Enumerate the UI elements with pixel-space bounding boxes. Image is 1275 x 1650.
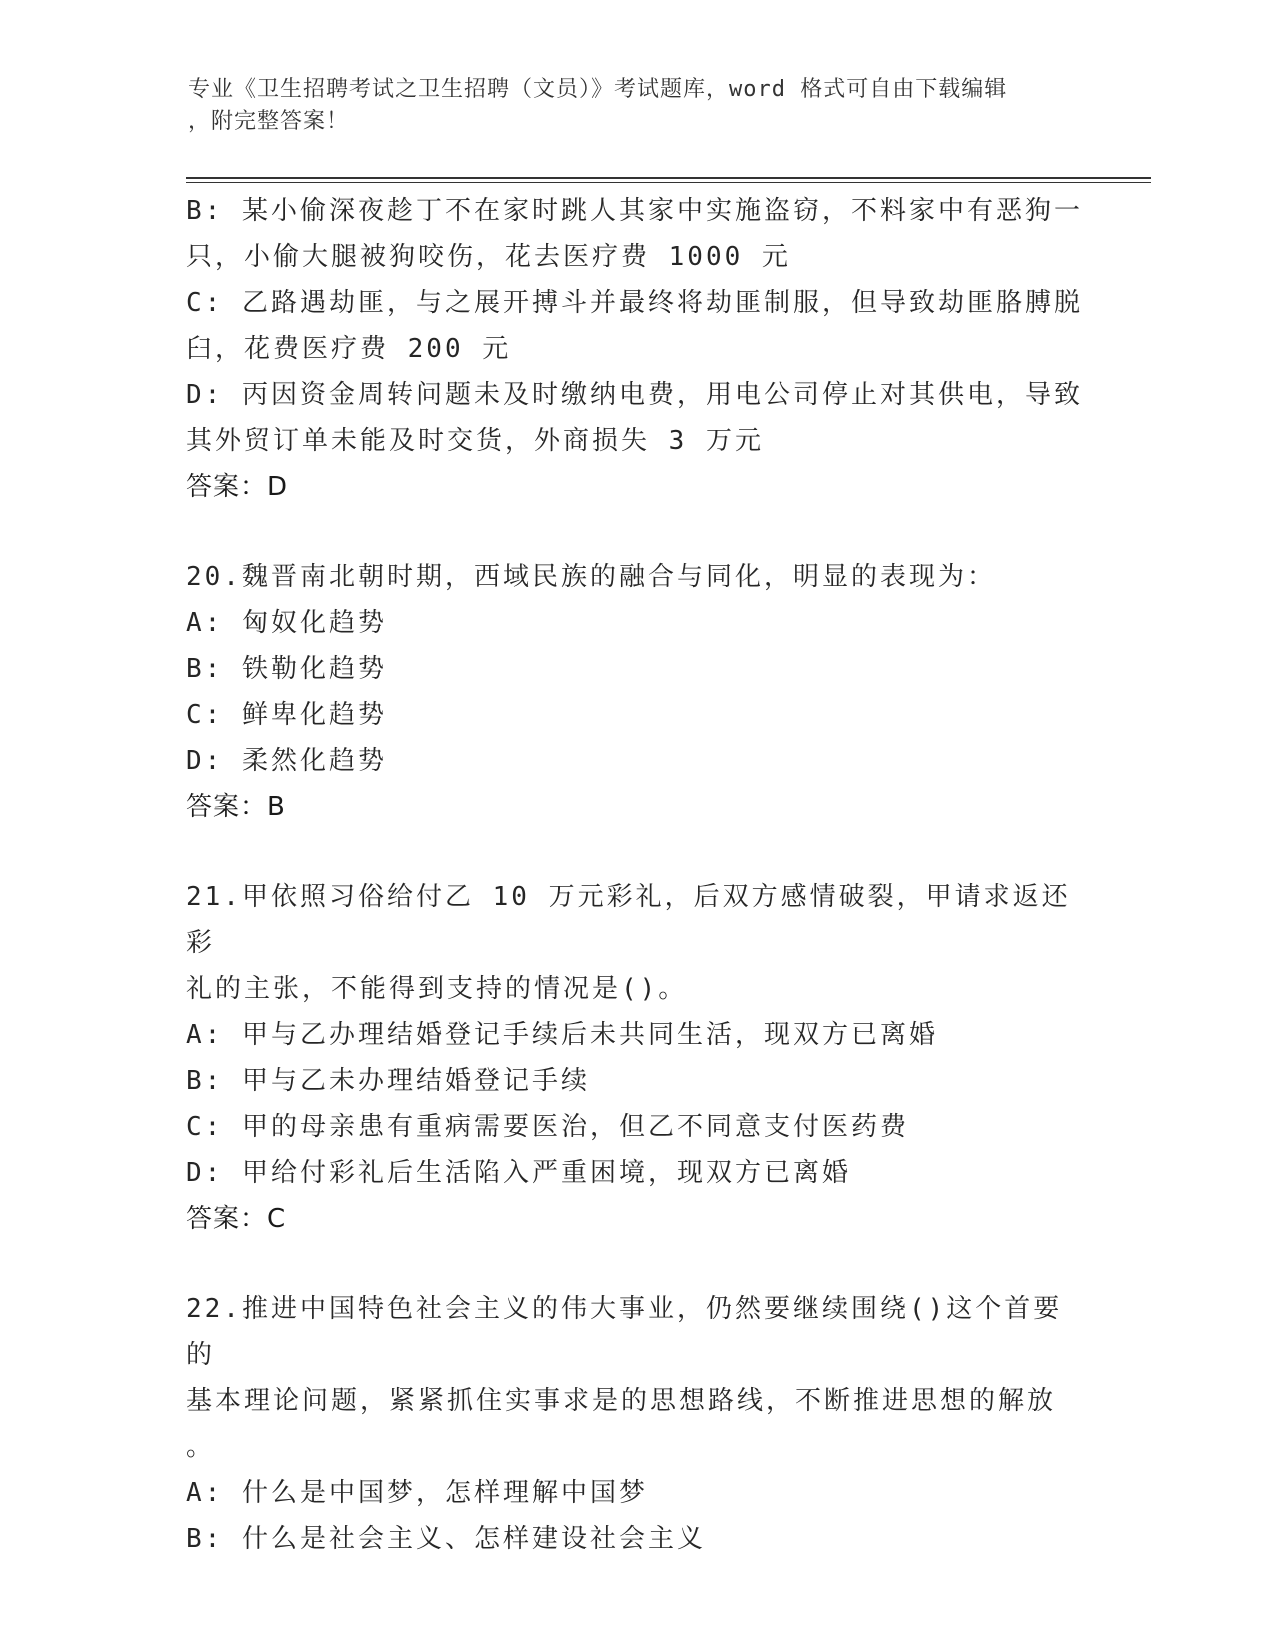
- q20-stem: 20.魏晋南北朝时期，西域民族的融合与同化，明显的表现为：: [186, 562, 996, 592]
- q19-option-c-line-2: 臼，花费医疗费 200 元: [186, 334, 512, 364]
- q21-stem-line-1: 21.甲依照习俗给付乙 10 万元彩礼，后双方感情破裂，甲请求返还彩: [186, 882, 1071, 958]
- q22-stem-line-1: 22.推进中国特色社会主义的伟大事业，仍然要继续围绕()这个首要的: [186, 1294, 1063, 1370]
- q22-stem-line-2: 基本理论问题，紧紧抓住实事求是的思想路线，不断推进思想的解放: [186, 1386, 1057, 1416]
- question-21: [186, 874, 1086, 1242]
- q19-option-c-line-1: C: 乙路遇劫匪，与之展开搏斗并最终将劫匪制服，但导致劫匪胳膊脱: [186, 288, 1083, 318]
- q22-option-a: A: 什么是中国梦，怎样理解中国梦: [186, 1478, 648, 1508]
- q19-option-d-line-1: D: 丙因资金周转问题未及时缴纳电费，用电公司停止对其供电，导致: [186, 380, 1083, 410]
- header-divider-thin: [186, 182, 1151, 183]
- q19-answer: 答案：D: [186, 472, 289, 502]
- q20-option-d: D: 柔然化趋势: [186, 746, 387, 776]
- q21-answer: 答案：C: [186, 1204, 287, 1234]
- q21-option-b: B: 甲与乙未办理结婚登记手续: [186, 1066, 590, 1096]
- q19-option-d-line-2: 其外贸订单未能及时交货，外商损失 3 万元: [186, 426, 764, 456]
- q21-option-c: C: 甲的母亲患有重病需要医治，但乙不同意支付医药费: [186, 1112, 909, 1142]
- q20-option-c: C: 鲜卑化趋势: [186, 700, 387, 730]
- question-22: [186, 1286, 1086, 1562]
- spacer: [186, 830, 1086, 874]
- q20-answer: 答案：B: [186, 792, 286, 822]
- q20-option-a: A: 匈奴化趋势: [186, 608, 387, 638]
- spacer: [186, 1242, 1086, 1286]
- question-19: [186, 188, 1086, 510]
- q22-stem-line-3: 。: [186, 1432, 216, 1462]
- q19-option-b-line-2: 只，小偷大腿被狗咬伤，花去医疗费 1000 元: [186, 242, 791, 272]
- q21-stem-line-2: 礼的主张，不能得到支持的情况是()。: [186, 974, 688, 1004]
- q21-option-a: A: 甲与乙办理结婚登记手续后未共同生活，现双方已离婚: [186, 1020, 938, 1050]
- header-title-line-2: ，附完整答案！: [188, 109, 350, 134]
- header-title-line-1: 专业《卫生招聘考试之卫生招聘（文员）》考试题库，word 格式可自由下载编辑: [188, 77, 1008, 102]
- document-header: [188, 74, 1068, 138]
- q20-option-b: B: 铁勒化趋势: [186, 654, 387, 684]
- spacer: [186, 510, 1086, 554]
- q22-option-b: B: 什么是社会主义、怎样建设社会主义: [186, 1524, 706, 1554]
- question-20: [186, 554, 1086, 830]
- q19-option-b-line-1: B: 某小偷深夜趁丁不在家时跳人其家中实施盗窃，不料家中有恶狗一: [186, 196, 1083, 226]
- q21-option-d: D: 甲给付彩礼后生活陷入严重困境，现双方已离婚: [186, 1158, 851, 1188]
- header-divider-thick: [186, 177, 1151, 179]
- question-list: [186, 188, 1086, 1562]
